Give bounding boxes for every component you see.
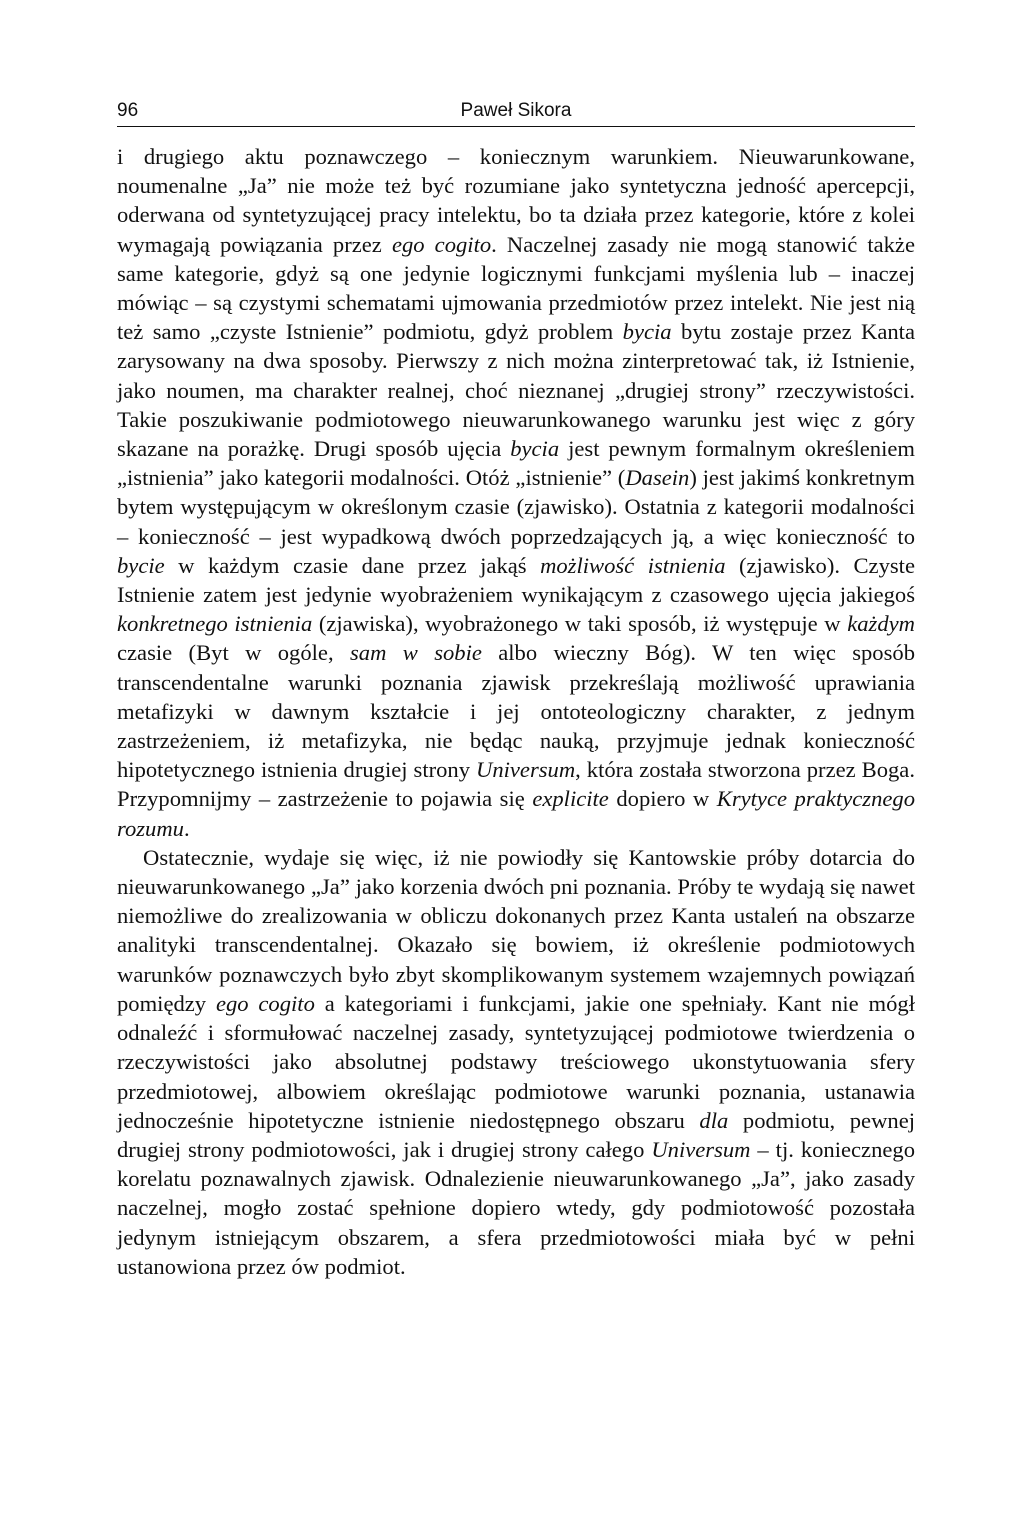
text-run: dopiero w [608, 786, 717, 812]
body-text [117, 142, 915, 1281]
paragraph-1 [117, 142, 915, 843]
italic-term: Dasein [625, 465, 690, 491]
text-run: a kategoriami i funkcjami, jakie one spełniały. Kant nie mógł odnaleźć i sformułować naczelnej zasady, syntetyzującej podmiotowe twierdzenia o rzeczywistości jako absolutnej podstawy treściowego ukonstytuowania sfery przedmiotowej, albowiem określając podmiotowe warunki poznania, ustanawia jednocześnie hipotetyczne istnienie niedostępnego obszaru [117, 990, 915, 1133]
paragraph-2 [117, 843, 915, 1281]
italic-term: każdym [847, 611, 915, 637]
text-run: i drugiego aktu poznawczego – koniecznym warunkiem. Nieuwarunkowane, noumenalne „Ja” nie może też być rozumiane jako syntetyczna jedność apercepcji, oderwana od syntetyzującej pracy intelektu, bo ta działa przez kategorie, które z kolei wymagają powiązania przez [117, 144, 915, 257]
italic-term: Universum [651, 1136, 751, 1162]
italic-term: bycie [117, 552, 165, 578]
italic-term: Krytyce praktycznego rozumu [117, 786, 915, 841]
italic-term: dla [699, 1107, 729, 1133]
text-run: w każdym czasie dane przez jakąś [164, 552, 541, 578]
text-run: – tj. koniecznego korelatu poznawalnych zjawisk. Odnalezienie nieuwarunkowanego „Ja”, jako zasady naczelnej, mogło zostać spełnione dopiero wtedy, gdy podmiotowość pozostała jedynym istniejącym obszarem, a sfera przedmiotowości miała być w pełni ustanowiona przez ów podmiot. [117, 1136, 915, 1279]
italic-term: sam w sobie [349, 640, 482, 666]
text-run: bytu zostaje przez Kanta zarysowany na dwa sposoby. Pierwszy z nich można zinterpretować tak, iż Istnienie, jako noumen, ma charakter realnej, choć nieznanej „drugiej strony” rzeczywistości. Takie poszukiwanie podmiotowego nieuwarunkowanego warunku jest więc z góry skazane na porażkę. Drugi sposób ujęcia [117, 319, 915, 462]
italic-term: bycia [510, 436, 560, 462]
italic-term: możliwość istnienia [540, 552, 726, 578]
text-run: czasie (Byt w ogóle, [117, 640, 350, 666]
italic-term: konkretnego istnienia [117, 611, 313, 637]
running-title: Paweł Sikora [460, 100, 572, 121]
running-header [117, 96, 915, 127]
text-run: (zjawisko). Czyste Istnienie zatem jest jedynie wyobrażeniem wynikającym z czasowego ujęcia jakiegoś [117, 552, 915, 608]
page-number: 96 [117, 100, 139, 121]
text-run: . [183, 815, 190, 841]
italic-term: ego cogito [215, 990, 315, 1016]
italic-term: ego cogito [391, 231, 492, 257]
italic-term: explicite [532, 786, 609, 812]
text-run: (zjawiska), wyobrażonego w taki sposób, iż występuje w [312, 611, 848, 637]
text-run: albo wieczny Bóg). W ten więc sposób transcendentalne warunki poznania zjawisk przekreślają możliwość uprawiania metafizyki w dawnym kształcie i jej ontoteologiczny charakter, z jednym zastrzeżeniem, iż metafizyka, nie będąc nauką, przyjmuje jednak konieczność hipotetycznego istnienia drugiej strony [117, 640, 915, 783]
text-run: , która została stworzona przez Boga. Przypomnijmy – zastrzeżenie to pojawia się [117, 757, 915, 812]
text-run: . Naczelnej zasady nie mogą stanowić także same kategorie, gdyż są one jedynie logicznymi funkcjami myślenia lub – inaczej mówiąc – są czystymi schematami ujmowania przedmiotów przez intelekt. Nie jest nią też samo „czyste Istnienie” podmiotu, gdyż problem [117, 231, 915, 345]
text-run: ) jest jakimś konkretnym bytem występującym w określonym czasie (zjawisko). Ostatnia z kategorii modalności – konieczność – jest wypadkową dwóch poprzedzających ją, a więc konieczność to [117, 465, 915, 549]
text-run: jest pewnym formalnym określeniem „istnienia” jako kategorii modalności. Otóż „istnienie” ( [117, 436, 915, 491]
text-run: podmiotu, pewnej drugiej strony podmiotowości, jak i drugiej strony całego [117, 1107, 915, 1162]
italic-term: bycia [622, 319, 672, 345]
text-run: Ostatecznie, wydaje się więc, iż nie powiodły się Kantowskie próby dotarcia do nieuwarunkowanego „Ja” jako korzenia dwóch pni poznania. Próby te wydają się nawet niemożliwe do zrealizowania w obliczu dokonanych przez Kanta ustaleń na obszarze analityki transcendentalnej. Okazało się bowiem, iż określenie podmiotowych warunków poznawczych było zbyt skomplikowanym systemem wzajemnych powiązań pomiędzy [117, 844, 915, 1016]
italic-term: Universum [476, 757, 576, 783]
